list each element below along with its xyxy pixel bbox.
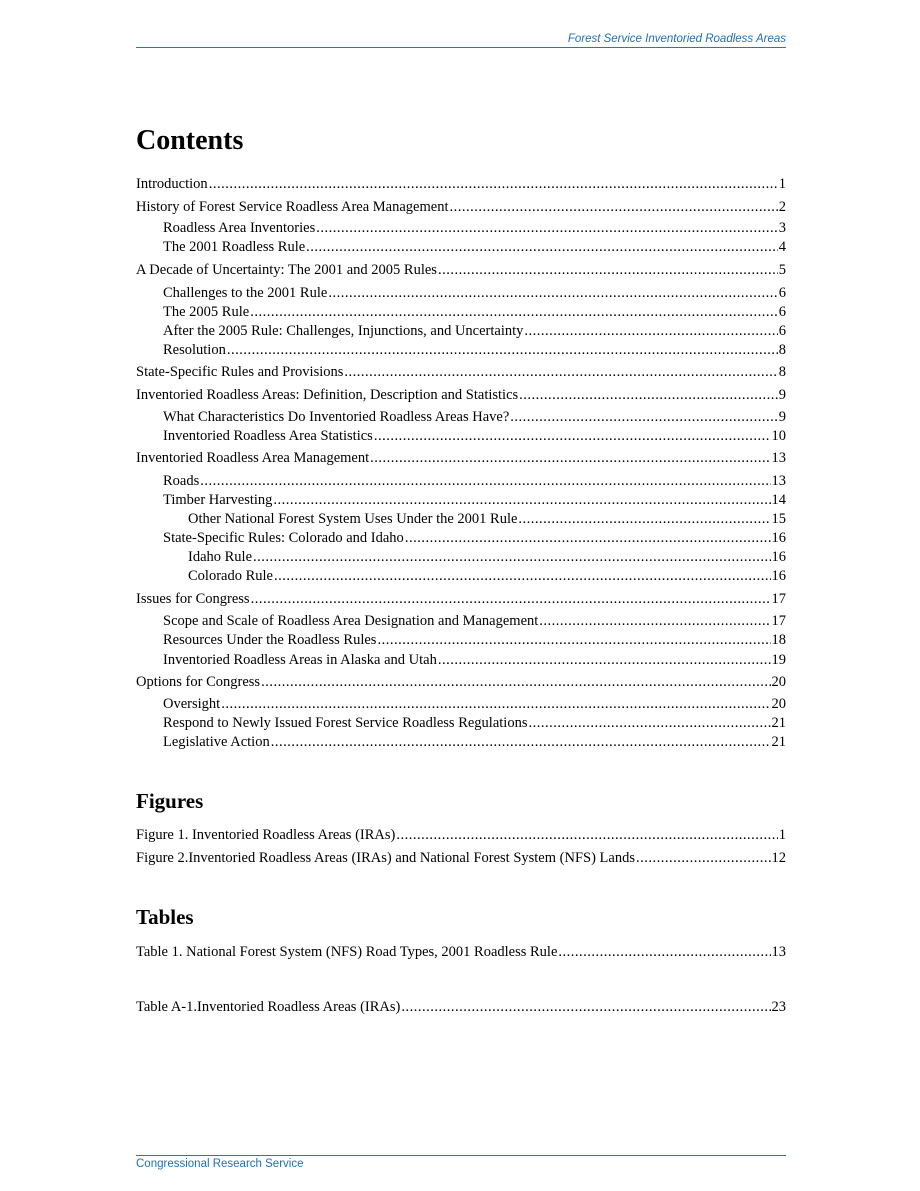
table-entry-title: Table A-1.Inventoried Roadless Areas (IRAs) (136, 999, 401, 1015)
dot-leader (253, 548, 770, 566)
toc-entry[interactable] (163, 303, 786, 321)
toc-entry[interactable] (163, 219, 786, 237)
toc-entry-title: State-Specific Rules: Colorado and Idaho (163, 530, 404, 546)
toc-entry-title: Respond to Newly Issued Forest Service Roadless Regulations (163, 715, 528, 731)
toc-entry-title: After the 2005 Rule: Challenges, Injunctions, and Uncertainty (163, 323, 524, 339)
header-title: Forest Service Inventoried Roadless Areas (567, 33, 786, 45)
dot-leader (261, 673, 770, 691)
dot-leader (510, 408, 777, 426)
toc-entry-title: Other National Forest System Uses Under the 2001 Rule (188, 511, 518, 527)
toc-entry-page: 10 (771, 428, 786, 444)
toc-entry-title: Legislative Action (163, 734, 270, 750)
page-header (136, 32, 786, 48)
page-footer (136, 1155, 786, 1171)
toc-entry-title: Inventoried Roadless Areas in Alaska and Utah (163, 652, 437, 668)
toc-entry-title: Challenges to the 2001 Rule (163, 285, 328, 301)
toc-entry-page: 9 (778, 387, 786, 403)
toc-entry[interactable] (163, 427, 786, 445)
toc-entry[interactable] (136, 175, 786, 193)
dot-leader (250, 303, 778, 321)
toc-entry[interactable] (136, 261, 786, 279)
table-entry-title: Table 1. National Forest System (NFS) Road Types, 2001 Roadless Rule (136, 944, 558, 960)
toc-entry-title: Inventoried Roadless Area Statistics (163, 428, 373, 444)
dot-leader (518, 510, 770, 528)
toc-entry[interactable] (136, 363, 786, 381)
figures-heading: Figures (136, 789, 204, 813)
toc-entry[interactable] (163, 714, 786, 732)
dot-leader (316, 219, 778, 237)
toc-entry-page: 5 (778, 262, 786, 278)
dot-leader (370, 449, 770, 467)
toc-entry-title: Resources Under the Roadless Rules (163, 632, 377, 648)
toc-entry-page: 21 (771, 715, 786, 731)
toc-entry-page: 18 (771, 632, 786, 648)
toc-entry[interactable] (136, 386, 786, 404)
toc-entry[interactable] (163, 631, 786, 649)
figure-entry[interactable] (136, 849, 786, 867)
dot-leader (396, 826, 777, 844)
contents-heading: Contents (136, 125, 244, 156)
toc-entry[interactable] (163, 341, 786, 359)
toc-entry-page: 6 (778, 323, 786, 339)
toc-entry[interactable] (188, 548, 786, 566)
dot-leader (539, 612, 770, 630)
toc-entry-page: 14 (771, 492, 786, 508)
toc-entry-page: 9 (778, 409, 786, 425)
toc-entry-title: Oversight (163, 696, 221, 712)
dot-leader (344, 363, 777, 381)
table-entry[interactable] (136, 943, 786, 961)
table-entry-page: 13 (771, 944, 786, 960)
toc-entry-page: 17 (771, 613, 786, 629)
dot-leader (528, 714, 770, 732)
dot-leader (377, 631, 770, 649)
toc-entry[interactable] (163, 529, 786, 547)
toc-entry-page: 16 (771, 568, 786, 584)
toc-entry-page: 13 (771, 450, 786, 466)
toc-entry[interactable] (188, 567, 786, 585)
dot-leader (273, 491, 770, 509)
dot-leader (274, 567, 771, 585)
dot-leader (209, 175, 778, 193)
figure-entry-page: 1 (778, 827, 786, 843)
dot-leader (401, 998, 770, 1016)
dot-leader (519, 386, 778, 404)
toc-entry-title: The 2005 Rule (163, 304, 250, 320)
toc-entry-title: Scope and Scale of Roadless Area Designation and Management (163, 613, 539, 629)
toc-entry[interactable] (163, 238, 786, 256)
table-entry-page: 23 (771, 999, 786, 1015)
toc-entry[interactable] (163, 733, 786, 751)
dot-leader (438, 651, 771, 669)
toc-entry[interactable] (163, 651, 786, 669)
toc-entry-title: History of Forest Service Roadless Area Management (136, 199, 449, 215)
toc-entry[interactable] (136, 449, 786, 467)
dot-leader (449, 198, 777, 216)
toc-entry-page: 8 (778, 342, 786, 358)
toc-entry-title: Issues for Congress (136, 591, 250, 607)
dot-leader (636, 849, 771, 867)
toc-entry-page: 4 (778, 239, 786, 255)
figure-entry-page: 12 (771, 850, 786, 866)
dot-leader (328, 284, 777, 302)
dot-leader (227, 341, 778, 359)
toc-entry[interactable] (188, 510, 786, 528)
toc-entry[interactable] (163, 408, 786, 426)
dot-leader (438, 261, 778, 279)
toc-entry-page: 1 (778, 176, 786, 192)
toc-entry-title: What Characteristics Do Inventoried Roadless Areas Have? (163, 409, 510, 425)
toc-entry[interactable] (163, 322, 786, 340)
dot-leader (251, 590, 771, 608)
dot-leader (271, 733, 771, 751)
dot-leader (558, 943, 770, 961)
toc-entry-title: The 2001 Roadless Rule (163, 239, 306, 255)
table-entry[interactable] (136, 998, 786, 1016)
toc-entry-title: Inventoried Roadless Areas: Definition, Description and Statistics (136, 387, 519, 403)
toc-entry-page: 15 (771, 511, 786, 527)
toc-entry-title: Roadless Area Inventories (163, 220, 316, 236)
toc-entry[interactable] (136, 198, 786, 216)
toc-entry-title: Idaho Rule (188, 549, 253, 565)
toc-entry-title: Inventoried Roadless Area Management (136, 450, 370, 466)
toc-entry-page: 2 (778, 199, 786, 215)
dot-leader (200, 472, 770, 490)
toc-entry-title: Colorado Rule (188, 568, 273, 584)
figure-entry-title: Figure 1. Inventoried Roadless Areas (IRAs) (136, 827, 396, 843)
toc-entry-title: Timber Harvesting (163, 492, 273, 508)
dot-leader (405, 529, 771, 547)
toc-entry-page: 13 (771, 473, 786, 489)
toc-entry-title: Options for Congress (136, 674, 261, 690)
toc-entry[interactable] (163, 695, 786, 713)
toc-entry-title: Roads (163, 473, 200, 489)
toc-entry-page: 19 (771, 652, 786, 668)
toc-entry[interactable] (163, 284, 786, 302)
toc-entry-title: A Decade of Uncertainty: The 2001 and 2005 Rules (136, 262, 437, 278)
toc-entry-page: 17 (771, 591, 786, 607)
toc-entry[interactable] (136, 673, 786, 691)
toc-entry[interactable] (136, 590, 786, 608)
tables-heading: Tables (136, 905, 194, 929)
toc-entry-page: 6 (778, 304, 786, 320)
toc-entry[interactable] (163, 612, 786, 630)
toc-entry-page: 21 (771, 734, 786, 750)
footer-text: Congressional Research Service (136, 1158, 304, 1170)
toc-entry-page: 16 (771, 549, 786, 565)
toc-entry-title: Introduction (136, 176, 208, 192)
toc-entry-page: 20 (771, 674, 786, 690)
toc-entry[interactable] (163, 472, 786, 490)
toc-entry-page: 8 (778, 364, 786, 380)
toc-entry-page: 20 (771, 696, 786, 712)
figure-entry[interactable] (136, 826, 786, 844)
toc-entry-page: 3 (778, 220, 786, 236)
toc-entry-page: 16 (771, 530, 786, 546)
toc-entry-page: 6 (778, 285, 786, 301)
dot-leader (306, 238, 778, 256)
dot-leader (524, 322, 777, 340)
figure-entry-title: Figure 2.Inventoried Roadless Areas (IRAs) and National Forest System (NFS) Lands (136, 850, 635, 866)
dot-leader (374, 427, 771, 445)
toc-entry[interactable] (163, 491, 786, 509)
dot-leader (221, 695, 770, 713)
toc-entry-title: State-Specific Rules and Provisions (136, 364, 344, 380)
toc-entry-title: Resolution (163, 342, 226, 358)
